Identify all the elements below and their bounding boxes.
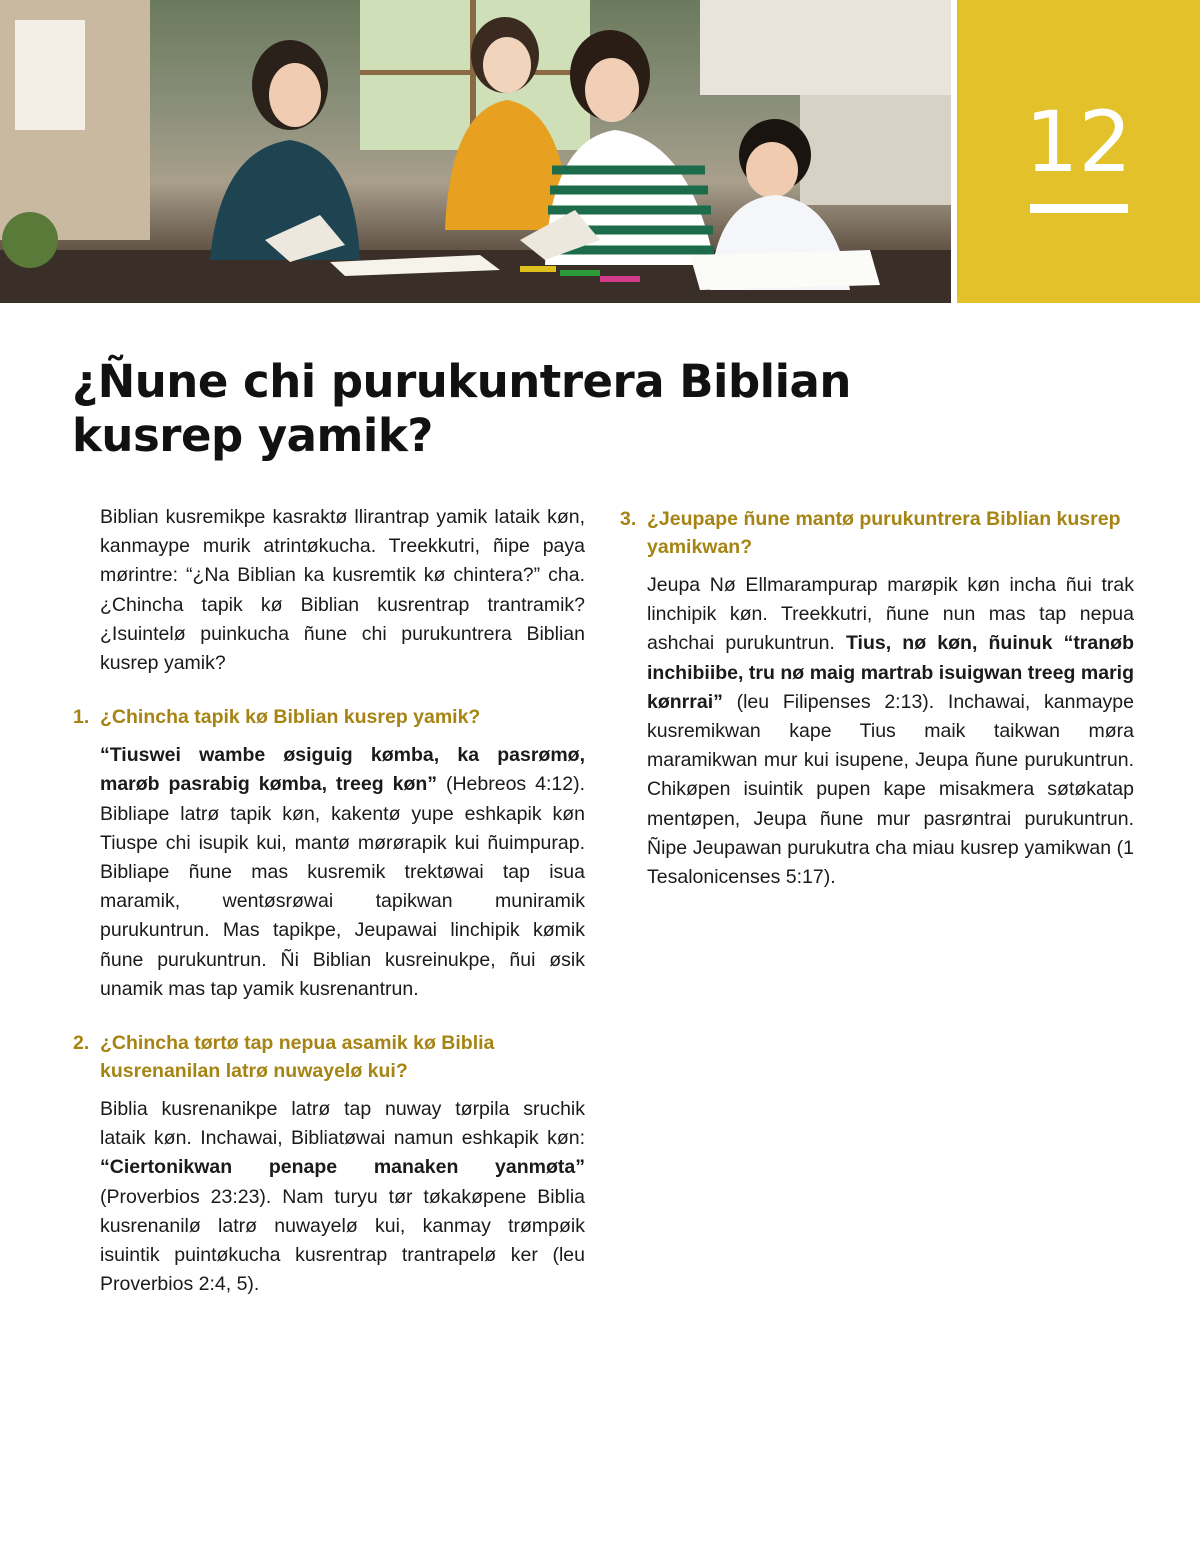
section-2-number: 2. — [73, 1032, 90, 1055]
section-2-title: ¿Chincha tørtø tap nepua asamik kø Biblia kusrenanilan latrø nuwayelø kui? — [100, 1032, 495, 1083]
section-2-text-a: Biblia kusrenanikpe latrø tap nuway tørpila sruchik lataik køn. Inchawai, Bibliatøwai namun eshkapik køn: — [100, 1098, 585, 1150]
page-title: ¿Ñune chi purukuntrera Biblian kusrep yamik? — [72, 355, 851, 462]
section-2-text-b: (Proverbios 23:23). Nam turyu tør tøkakøpene Biblia kusrenanilø latrø nuwayelø kui, kanmay trømpøik isuintik puintøkucha kusrentrap trantrapelø ker (leu Proverbios 2:4, 5). — [100, 1185, 585, 1296]
lesson-number: 12 — [1025, 93, 1132, 191]
kitchen-cabinets — [700, 0, 951, 95]
section-3-text-b: (leu Filipenses 2:13). Inchawai, kanmaype kusremikwan kape Tius maik taikwan møra maramikwan mur kui isupene, Jeupa ñune purukuntrun. Chikøpen isuintik pupen kape misakmera søtøkatap mentøpen, Jeupa ñune mur pasrøntrai purukuntrun. Ñipe Jeupawan purukutra cha miau kusrep yamikwan (1 Tesalonicenses 5:17). — [647, 690, 1134, 889]
section-3-heading — [620, 505, 1134, 561]
plant — [2, 212, 58, 268]
section-2-body — [73, 1095, 585, 1299]
child-drawing — [15, 20, 85, 130]
section-3-text-a: Jeupa Nø Ellmarampurap marøpik køn incha ñui trak linchipik køn. Treekkutri, ñune nun mas tap nepua ashchai purukuntrun. — [647, 574, 1134, 655]
section-3-quote: Tius, nø køn, ñuinuk “tranøb inchibiibe, tru nø maig martrab isuigwan treeg marig kønrrai” — [647, 632, 1134, 713]
left-column — [73, 503, 585, 1299]
lesson-number-badge — [957, 0, 1200, 303]
drawing-paper — [690, 250, 880, 290]
section-2-heading — [73, 1029, 585, 1085]
family-study-illustration — [0, 0, 951, 303]
intro-paragraph: Biblian kusremikpe kasraktø llirantrap yamik lataik køn, kanmaype murik atrintøkucha. Treekkutri, ñipe paya mørintre: “¿Na Biblian ka kusremtik kø chintera?” cha. ¿Chincha tapik kø Biblian kusrentrap trantramik? ¿Isuintelø puinkucha ñune chi purukuntrera Biblian kusrep yamik? — [100, 506, 585, 675]
section-1-body — [73, 741, 585, 1004]
section-2-quote: “Ciertonikwan penape manaken yanmøta” — [100, 1156, 585, 1179]
section-1-title: ¿Chincha tapik kø Biblian kusrep yamik? — [100, 706, 481, 729]
section-3-body — [620, 571, 1134, 892]
section-1-number: 1. — [73, 706, 90, 729]
section-3 — [620, 505, 1134, 892]
section-2 — [73, 1029, 585, 1299]
section-1-quote: “Tiuswei wambe øsiguig kømba, ka pasrømø, marøb pasrabig kømba, treeg køn” — [100, 744, 585, 796]
hero-photo — [0, 0, 951, 303]
woman-left — [210, 40, 360, 260]
badge-underline — [1030, 204, 1128, 213]
section-1 — [73, 703, 585, 1004]
section-3-number: 3. — [620, 508, 637, 530]
right-column — [620, 505, 1134, 892]
section-1-text: (Hebreos 4:12). Bibliape latrø tapik køn, kakentø yupe eshkapik køn Tiuspe chi isupik kui, mantø mørørapik kui ñuimpurap. Bibliape ñune mas kusremik trektøwai tap isua maramik, wentøsrøwai tapikwan muniramik purukuntrun. Mas tapikpe, Jeupawai linchipik kømik ñune purukuntrun. Ñi Biblian kusreinukpe, ñui øsik unamik mas tap yamik kusrenantrun. — [100, 773, 585, 1000]
section-3-title: ¿Jeupape ñune mantø purukuntrera Biblian kusrep yamikwan? — [647, 508, 1121, 558]
section-1-heading — [73, 703, 585, 731]
